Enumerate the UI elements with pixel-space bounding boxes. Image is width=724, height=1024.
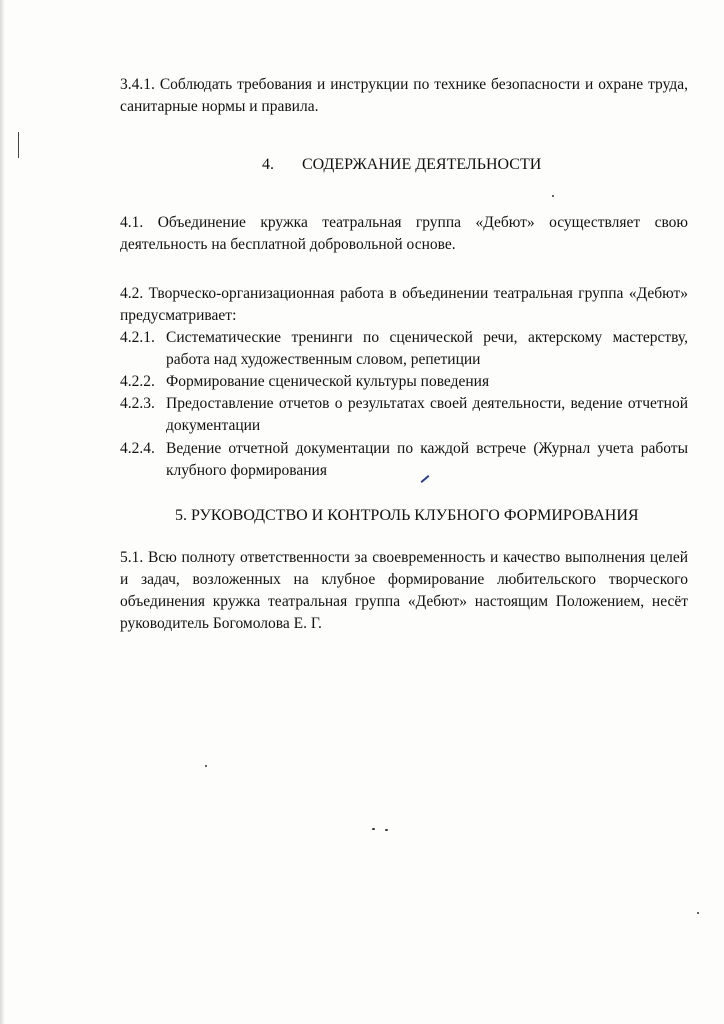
section-4-number: 4. <box>262 156 274 173</box>
list-item-number: 4.2.2. <box>120 373 155 390</box>
scan-speck <box>205 765 207 767</box>
paragraph-3-4-1: 3.4.1. Соблюдать требования и инструкции по технике безопасности и охране труда, санитарные нормы и правила. <box>120 76 688 115</box>
section-4-title: СОДЕРЖАНИЕ ДЕЯТЕЛЬНОСТИ <box>302 156 542 173</box>
list-item-number: 4.2.3. <box>120 395 155 412</box>
scan-speck <box>372 828 375 830</box>
section-4-heading <box>262 154 541 176</box>
scan-speck <box>385 829 388 831</box>
scan-speck <box>697 912 699 914</box>
list-item-text: Формирование сценической культуры поведения <box>166 373 490 390</box>
paragraph-4-1: 4.1. Объединение кружка театральная группа «Дебют» осуществляет свою деятельность на бесплатной добровольной основе. <box>120 214 688 253</box>
scan-speck <box>552 195 554 197</box>
list-item-number: 4.2.4. <box>120 440 155 457</box>
margin-mark <box>18 132 19 158</box>
list-item <box>120 371 688 393</box>
section-5-heading: 5. РУКОВОДСТВО И КОНТРОЛЬ КЛУБНОГО ФОРМИРОВАНИЯ <box>175 507 639 524</box>
scan-edge <box>0 0 5 1024</box>
list-item <box>120 438 688 482</box>
paragraph-5-1: 5.1. Всю полноту ответственности за своевременность и качество выполнения целей и задач, возложенных на клубное формирование любительского творческого объединения кружка театральная группа «Дебют» настоящим Положением, несёт руководитель Богомолова Е. Г. <box>120 549 688 632</box>
list-item-text: Систематические тренинги по сценической речи, актерскому мастерству, работа над художественным словом, репетиции <box>166 329 688 368</box>
list-item-number: 4.2.1. <box>120 329 155 346</box>
list-item-text: Ведение отчетной документации по каждой встрече (Журнал учета работы клубного формирования <box>166 440 688 479</box>
list-item <box>120 393 688 437</box>
list-item <box>120 327 688 371</box>
list-item-text: Предоставление отчетов о результатах своей деятельности, ведение отчетной документации <box>166 395 688 434</box>
paragraph-4-2: 4.2. Творческо-организационная работа в объединении театральная группа «Дебют» предусматривает: <box>120 285 688 324</box>
